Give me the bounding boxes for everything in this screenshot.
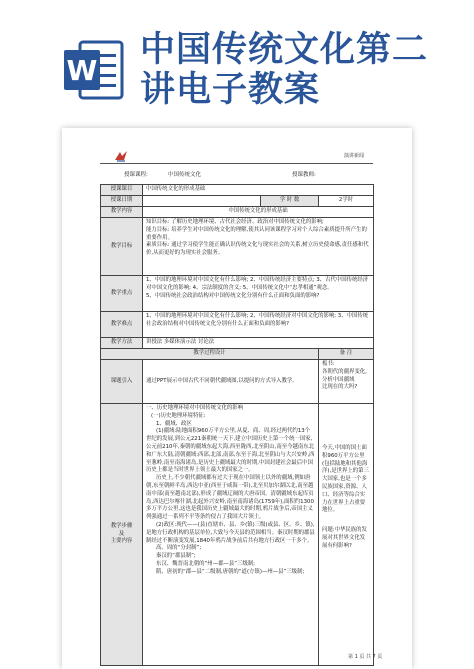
steps-cell [143, 404, 319, 666]
lesson-plan-table [100, 184, 374, 666]
step-territory-text: (1)疆域:陆地面积960万平方公里,从夏、商、周,经过两代约13个世纪的发展,到公元221秦朝统一天下,建立中国历史上第一个统一国家,公元前210年,秦朝的疆域东起大海,西至陇西,北至阴山,南至今越南东北和广东大陆,清朝疆域:西部,北部,南部,东至于海,北至阴山与大兴安岭,西至葱岭,南至南海诸岛,是历史上疆域最大的时期,中国封建社会最后中国历史上都是当时世界上领土最大的国家之一。 [146, 428, 315, 474]
lesson-subject-value: 中国传统文化的形成基础 [143, 185, 374, 196]
steps-note-question: 问题:中华民族的发展对其世界文化发展有何影响? [322, 527, 367, 549]
lesson-subject-label: 授课课目 [101, 185, 143, 196]
content-label: 教学内容 [101, 207, 143, 218]
teacher-label: 授课教师: [292, 172, 316, 178]
key-points-extra: 5、中国传统社会政治结构对中国传统文化分别有什么正面和负面的影响? [146, 292, 320, 299]
step-territory-title: 1、疆域、政区 [156, 420, 192, 427]
hours-label: 学 时 数 [261, 196, 319, 207]
page-number: 第 1 页 共 7 页 [348, 654, 383, 660]
content-value: 中国传统文化的形成基础 [143, 207, 374, 218]
step-list-item: 高、周的“分封制”; [156, 545, 202, 552]
document-page [62, 128, 412, 669]
goal-cell [143, 218, 374, 276]
goal-knowledge: 知识目标: 了解历史地理环境、古代社会经济、政治对中国传统文化的影响; [146, 219, 324, 225]
cover-banner [0, 0, 474, 125]
intro-text: 通过PPT展示中国古代不同朝代疆域图,以提问的方式导入教学。 [143, 360, 319, 404]
intro-label: 课题引入 [101, 360, 143, 404]
steps-note: 今天,中国的国土面积960万平方公里(包括陆地和其他海洋),是世界上的第三大国家,也是一个多民族国家,资源、人口、经济等综合实力在世界上占重要地位。 [322, 445, 369, 514]
svg-text:W: W [66, 54, 98, 87]
step-list-item: 隋、唐初的“郡—县”二级制,唐朝的“道(方镇)—州—县”三级制; [156, 568, 305, 575]
process-header: 教学过程设计 [101, 349, 319, 360]
header-small-text: 演讲新闻 [344, 153, 365, 159]
goal-ability: 能力目标: 培养学生对中国传统文化的理解,使其认同该课程学习对个人综合素质提升所产生的重要作用。 [146, 226, 367, 241]
steps-note-cell [319, 404, 374, 666]
course-label: 授课课程: [124, 172, 148, 178]
step-subheading: (一)历史地理环境特征: [151, 412, 206, 419]
intro-note: 板书: 各朝代的疆界变化, 分析中国疆域 比现在的大吗? [319, 360, 374, 404]
date-value [143, 196, 261, 207]
step-region-text: (2)政区:现代——(县)直辖市、县、乡(镇)三级(或县、区、乡、镇),是地方行政机构的基层单位,大致与今天县的范围相当。秦汉时期的郡县制经过不断演变发展,1840年鸦片战争前后共有地方行政区一千多个。 [146, 521, 315, 544]
difficulty-points: 1、中国的地理环境对中国文化有什么影响; 2、中国传统经济对中国文化的影响; 3、中国传统社会政治结构对中国传统文化分别有什么正面和负面的影响? [143, 312, 374, 338]
step-heading: 一、历史地理环境对中国传统文化的影响 [146, 405, 244, 411]
steps-label: 教学步骤 及 主要内容 [101, 404, 143, 666]
method-value: 讲授法 多媒体演示法 讨论法 [143, 338, 374, 349]
goal-label: 教学目标 [101, 218, 143, 276]
method-label: 教学方法 [101, 338, 143, 349]
notes-header: 备 注 [319, 349, 374, 360]
date-label: 授课日期 [101, 196, 143, 207]
course-value: 中国传统文化 [168, 172, 202, 178]
key-cell [143, 276, 374, 312]
goal-quality: 素质目标: 通过学习使学生能正确认识传统文化与现实社会的关系,树立历史使命感,责任感和代价,从而更好的为现实社会服务。 [146, 242, 369, 257]
difficulty-label: 教学难点 [101, 312, 143, 338]
key-points: 1、中国的地理环境对中国文化有什么影响; 2、中国传统经济主要特点; 3、古代中国传统经济对中国文化的影响; 4、宗法制度的含义; 5、中国传统文化中“忠孝相通”观念。 [146, 277, 369, 291]
hours-value: 2学时 [319, 196, 374, 207]
step-history-text: 历史上,不少朝代疆域都有过大于现在中国领土以外的疆域,例如唐朝,东至朝鲜半岛,西达中亚(西至于咸海一带),北至贝加尔湖以北,南至越南中部(南至越南北部),形成了疆域辽阔的大唐帝国。清朝疆域东起库页岛,西达巴尔喀什湖,北起外兴安岭,南至南海诸岛(1759年),面积约1300多万平方公里,这也是我国历史上疆域最大的时期,鸦片战争后,帝国主义列强通过一系列不平等条约侵占了我国大片领土。 [146, 475, 314, 521]
key-label: 教学重点 [101, 276, 143, 312]
step-list-item: 东汉、魏晋南北朝的“州—郡—县”三级制; [156, 560, 256, 567]
step-list-item: 秦汉的“郡县制”; [156, 553, 196, 560]
cover-title-line-1: 中国传统文化第二 [140, 30, 429, 70]
school-logo-icon [114, 150, 128, 162]
word-document-icon [62, 38, 126, 102]
header-rule [100, 163, 373, 164]
cover-title-line-2: 讲电子教案 [140, 70, 321, 110]
